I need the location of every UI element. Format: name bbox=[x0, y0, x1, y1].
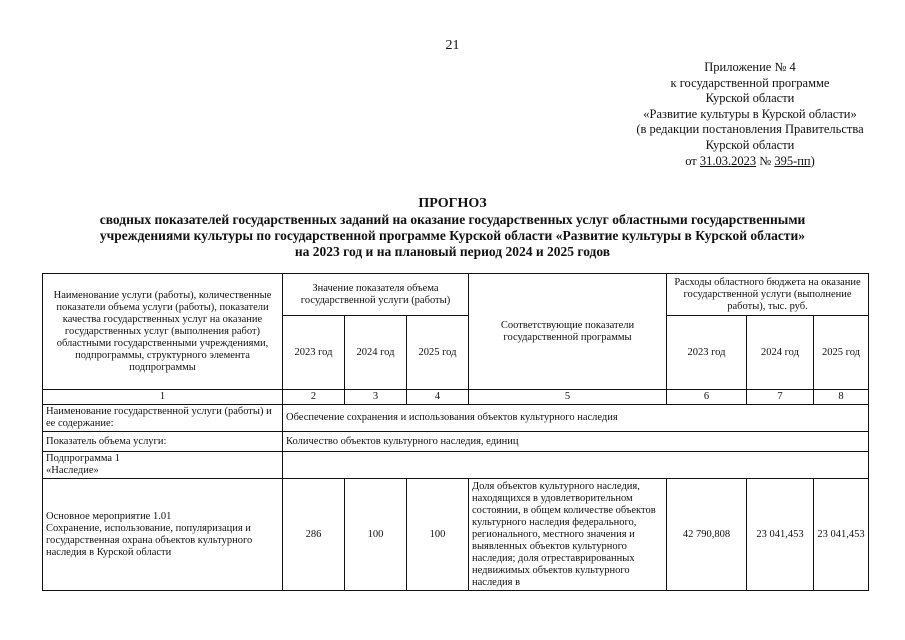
expense-2023: 42 790,808 bbox=[667, 479, 747, 591]
appendix-date-suffix: ) bbox=[810, 153, 815, 168]
title-heading: ПРОГНОЗ bbox=[418, 196, 487, 211]
service-value: Обеспечение сохранения и использования объектов культурного наследия bbox=[283, 405, 869, 432]
measure-number: Основное мероприятие 1.01 bbox=[46, 510, 172, 522]
appendix-line: к государственной программе bbox=[670, 75, 830, 90]
subprogram-empty bbox=[283, 452, 869, 479]
header-year-2025: 2025 год bbox=[407, 316, 469, 390]
header-expense-group: Расходы областного бюджета на оказание государственной услуги (выполнение работы), тыс. руб. bbox=[667, 274, 869, 316]
appendix-block bbox=[600, 60, 900, 169]
appendix-number-sign: № bbox=[756, 153, 775, 168]
measure-description: Сохранение, использование, популяризация и государственная охрана объектов культурного наследия в Курской области bbox=[46, 522, 253, 558]
appendix-date-line bbox=[600, 154, 900, 170]
appendix-date: 31.03.2023 bbox=[699, 153, 757, 168]
indicator-label: Показатель объема услуги: bbox=[43, 432, 283, 452]
value-2025: 100 bbox=[407, 479, 469, 591]
column-number: 7 bbox=[747, 390, 814, 405]
document-title bbox=[60, 196, 845, 260]
subprogram-name: «Наследие» bbox=[46, 465, 99, 476]
header-program-indicators: Соответствующие показатели государственной программы bbox=[469, 274, 667, 390]
appendix-line: Приложение № 4 bbox=[704, 60, 796, 74]
subprogram-number: Подпрограмма 1 bbox=[46, 453, 120, 464]
column-number: 1 bbox=[43, 390, 283, 405]
header-value-group: Значение показателя объема государственной услуги (работы) bbox=[283, 274, 469, 316]
expense-2025: 23 041,453 bbox=[814, 479, 869, 591]
title-line: учреждениями культуры по государственной программе Курской области «Развитие культуры в Курской области» bbox=[99, 228, 806, 243]
column-number: 3 bbox=[345, 390, 407, 405]
forecast-table bbox=[42, 273, 869, 591]
header-expense-year-2024: 2024 год bbox=[747, 316, 814, 390]
header-service-name: Наименование услуги (работы), количественные показатели объема услуги (работы), показатели качества государственных услуг на оказание государственных услуг (выполнения работ) областными государственными учреждениями, подпрограммы, структурного элемента подпрограммы bbox=[43, 274, 283, 390]
service-label: Наименование государственной услуги (работы) и ее содержание: bbox=[43, 405, 283, 432]
appendix-line: (в редакции постановления Правительства bbox=[636, 122, 864, 137]
header-year-2024: 2024 год bbox=[345, 316, 407, 390]
value-2023: 286 bbox=[283, 479, 345, 591]
header-expense-year-2023: 2023 год bbox=[667, 316, 747, 390]
column-number: 4 bbox=[407, 390, 469, 405]
value-2024: 100 bbox=[345, 479, 407, 591]
column-number: 8 bbox=[814, 390, 869, 405]
program-indicators-text: Доля объектов культурного наследия, находящихся в удовлетворительном состоянии, в общем количестве объектов культурного наследия федерального, регионального, местного значения и выявленных объектов культурного наследия; доля отреставрированных недвижимых объектов культурного наследия в bbox=[469, 479, 667, 591]
title-line: на 2023 год и на плановый период 2024 и 2025 годов bbox=[294, 244, 611, 259]
appendix-date-prefix: от bbox=[685, 153, 700, 168]
appendix-line: Курской области bbox=[705, 91, 795, 106]
appendix-line: «Развитие культуры в Курской области» bbox=[643, 106, 857, 121]
column-number: 2 bbox=[283, 390, 345, 405]
subprogram-cell bbox=[43, 452, 283, 479]
expense-2024: 23 041,453 bbox=[747, 479, 814, 591]
header-year-2023: 2023 год bbox=[283, 316, 345, 390]
title-line: сводных показателей государственных заданий на оказание государственных услуг областными государственными bbox=[99, 212, 806, 227]
appendix-line: Курской области bbox=[705, 137, 795, 152]
column-number: 5 bbox=[469, 390, 667, 405]
indicator-value: Количество объектов культурного наследия, единиц bbox=[283, 432, 869, 452]
page-number: 21 bbox=[445, 38, 460, 53]
column-number: 6 bbox=[667, 390, 747, 405]
appendix-number: 395-пп bbox=[774, 153, 811, 168]
measure-cell bbox=[43, 479, 283, 591]
header-expense-year-2025: 2025 год bbox=[814, 316, 869, 390]
